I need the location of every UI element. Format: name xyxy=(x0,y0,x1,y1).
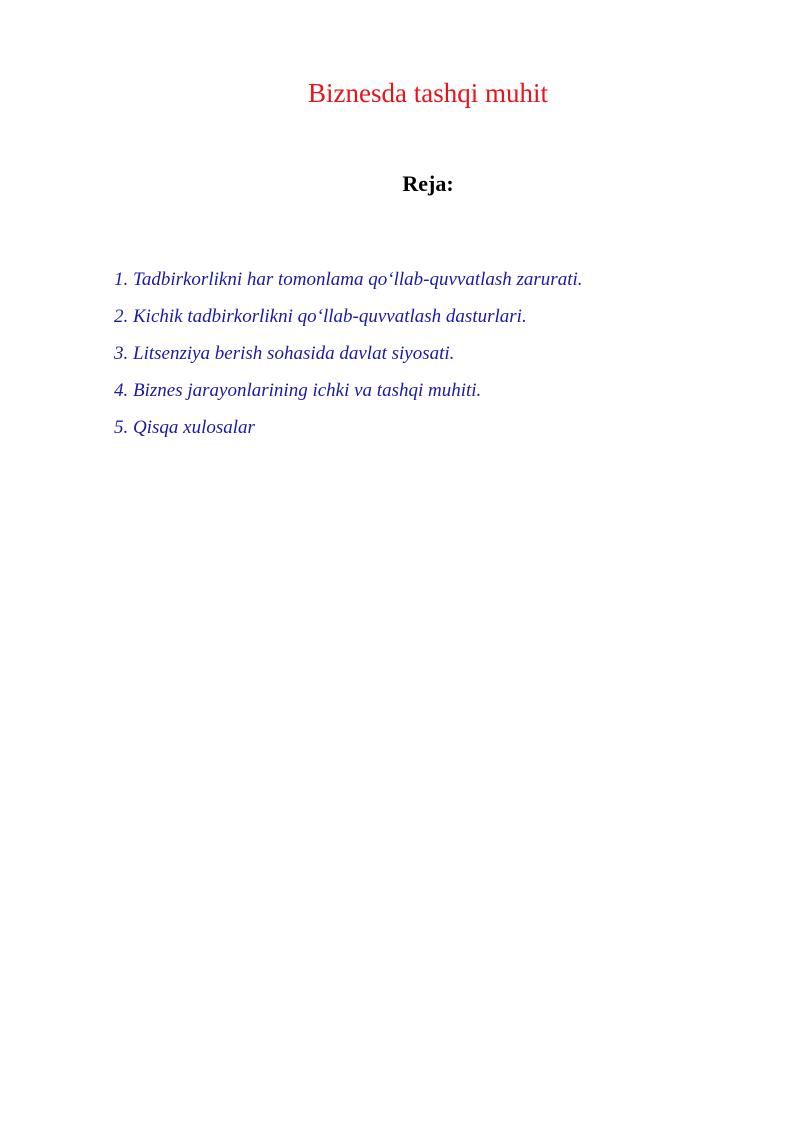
plan-item-text: Biznes jarayonlarining ichki va tashqi muhiti. xyxy=(133,380,482,401)
plan-item-5 xyxy=(114,414,583,451)
document-title: Biznesda tashqi muhit xyxy=(308,78,548,108)
plan-item-1 xyxy=(114,266,583,303)
plan-item-number: 4. xyxy=(114,380,129,401)
plan-item-text: Litsenziya berish sohasida davlat siyosati. xyxy=(133,343,455,364)
plan-item-3 xyxy=(114,340,583,377)
plan-item-text: Tadbirkorlikni har tomonlama qo‘llab-quvvatlash zarurati. xyxy=(133,269,583,290)
plan-item-text: Qisqa xulosalar xyxy=(133,417,255,438)
plan-item-number: 1. xyxy=(114,269,129,290)
plan-item-number: 2. xyxy=(114,306,129,327)
plan-item-number: 5. xyxy=(114,417,129,438)
plan-item-text: Kichik tadbirkorlikni qo‘llab-quvvatlash dasturlari. xyxy=(133,306,527,327)
plan-heading: Reja: xyxy=(402,171,454,196)
plan-item-2 xyxy=(114,303,583,340)
plan-item-4 xyxy=(114,377,583,414)
plan-list xyxy=(114,266,583,451)
plan-item-number: 3. xyxy=(114,343,129,364)
